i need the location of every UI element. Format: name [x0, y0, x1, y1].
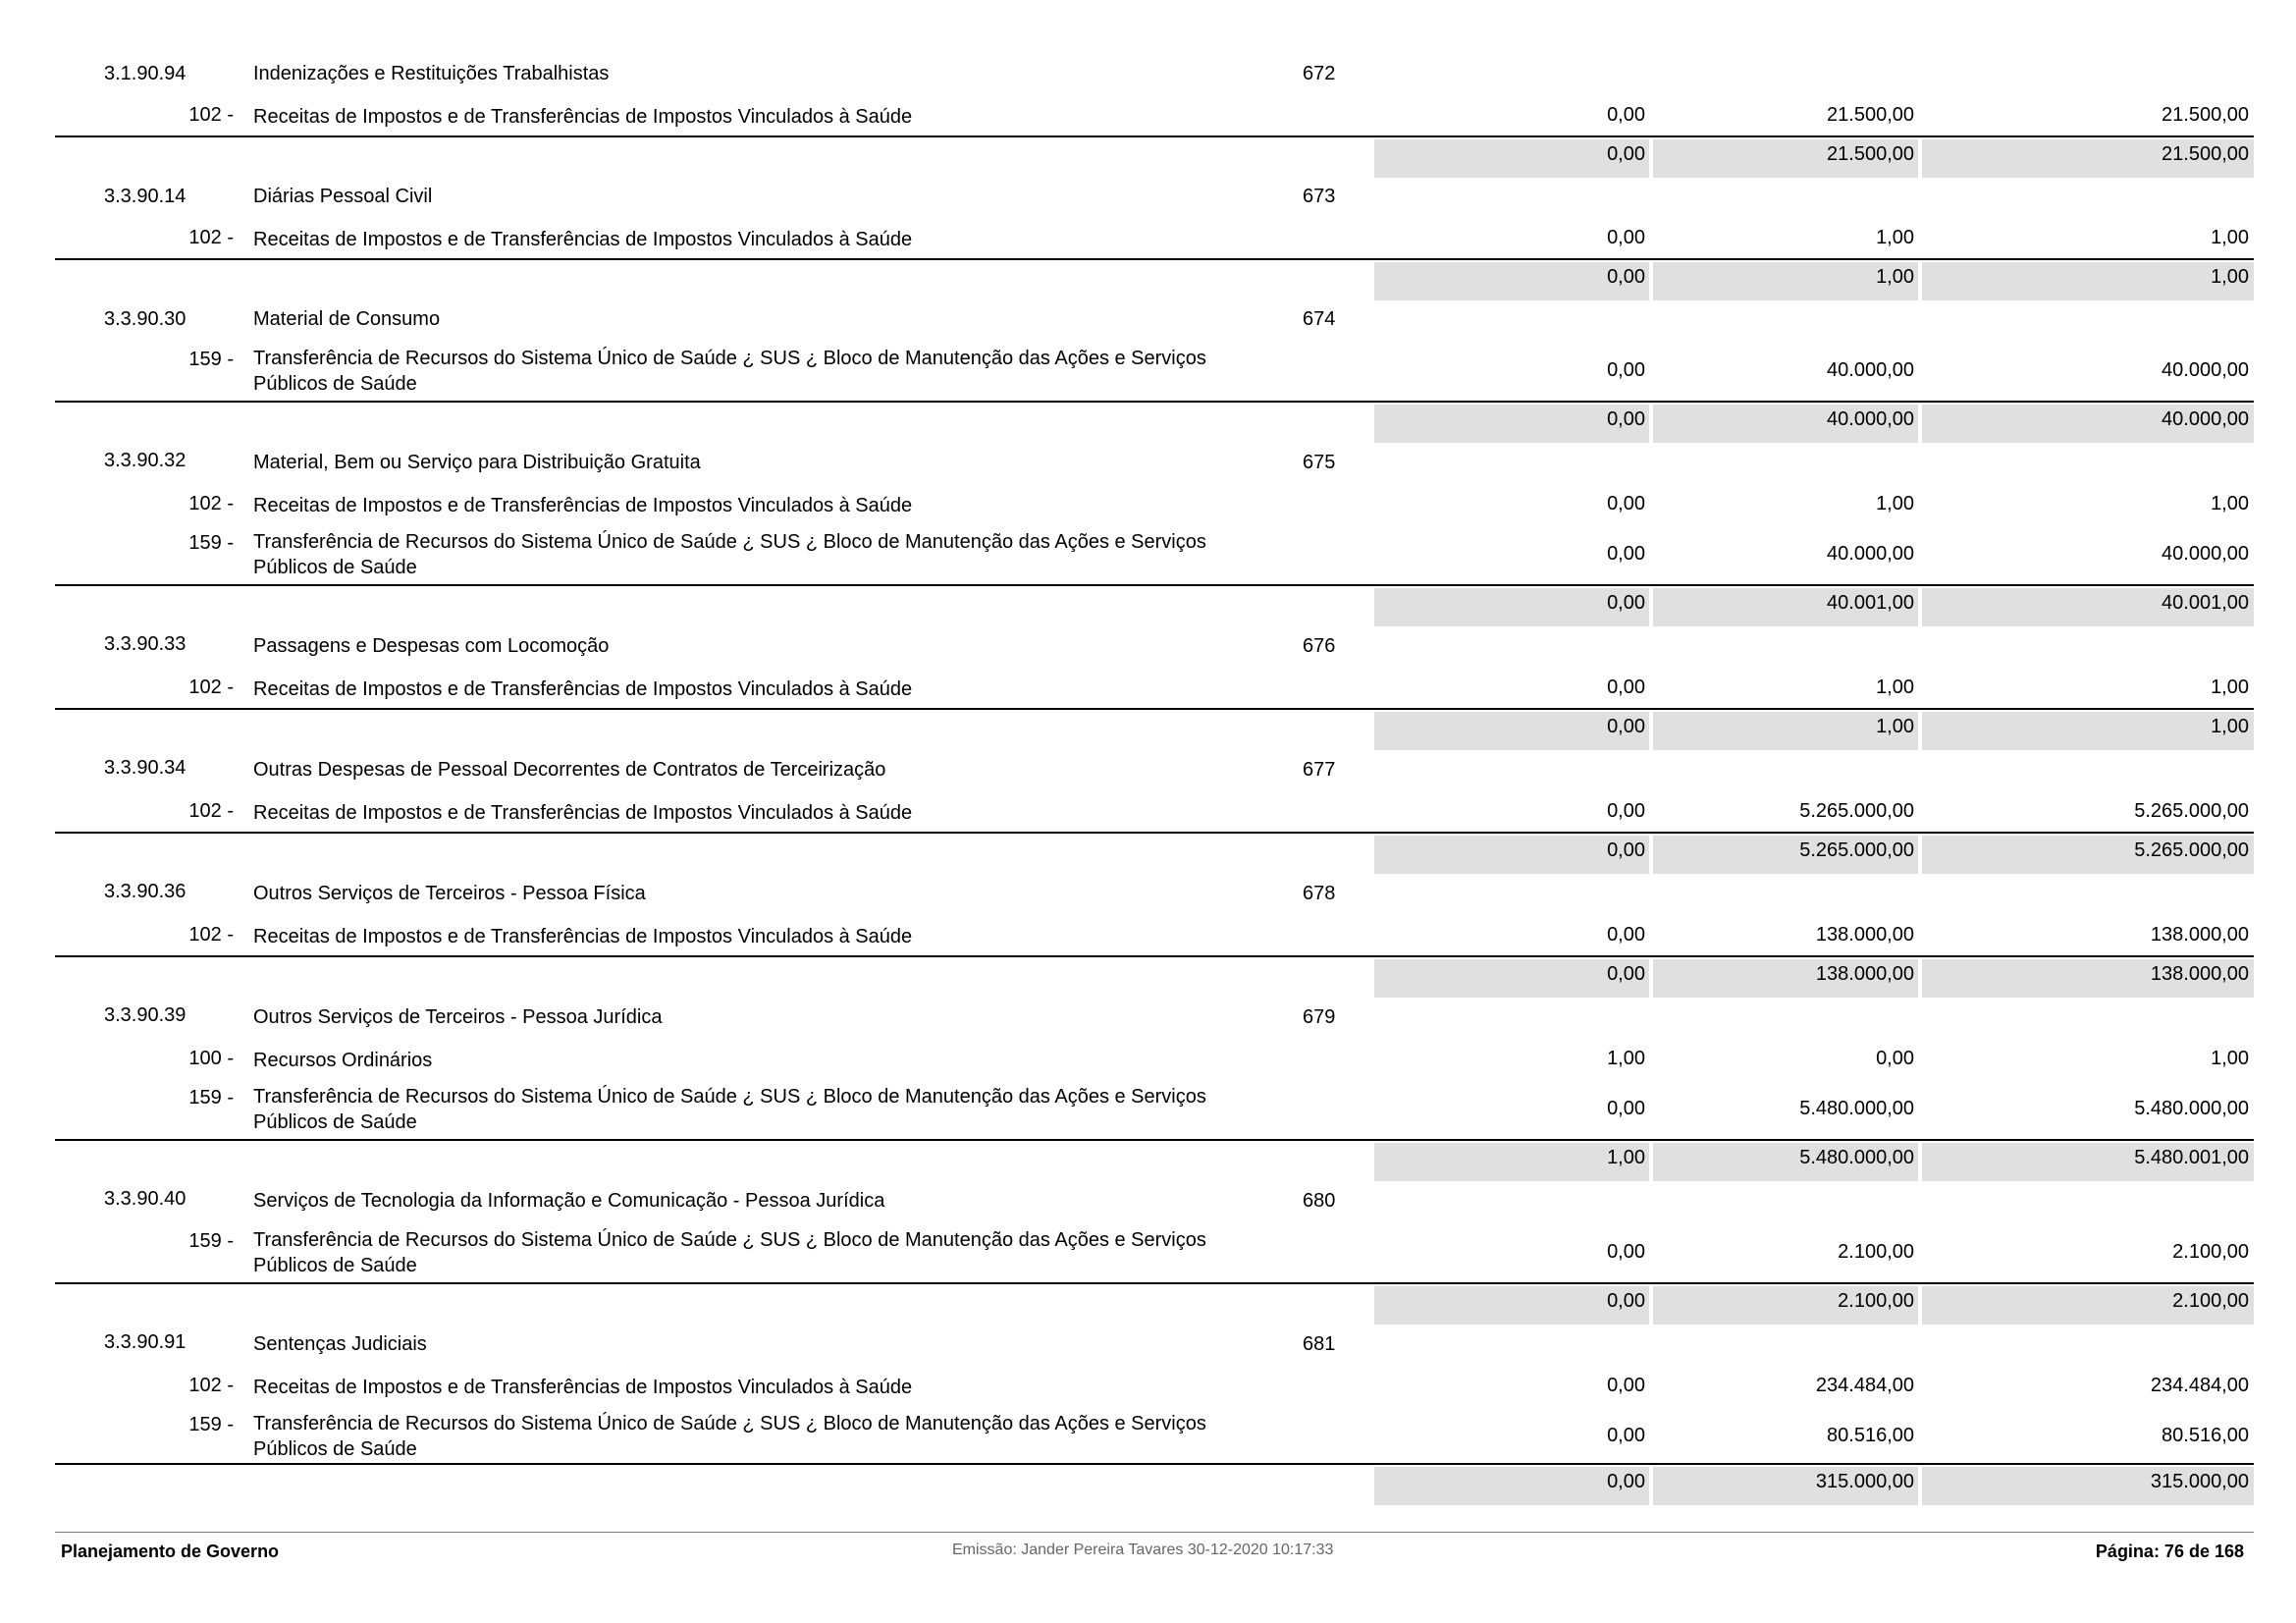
value-col-2: 2.100,00 [1838, 1241, 1914, 1263]
source-code: 159 - [188, 349, 234, 370]
source-description: Transferência de Recursos do Sistema Único de Saúde ¿ SUS ¿ Bloco de Manutenção das Ações e Serviços Públicos de Saúde [253, 1413, 1206, 1460]
value-col-1: 0,00 [1607, 543, 1645, 565]
source-code: 100 - [188, 1048, 234, 1069]
total-col-2: 1,00 [1876, 716, 1914, 737]
value-col-3: 80.516,00 [2162, 1425, 2249, 1446]
group-divider [55, 832, 2254, 834]
source-code: 102 - [188, 1375, 234, 1396]
ficha-number: 679 [1303, 1006, 1336, 1028]
ficha-number: 673 [1303, 186, 1336, 207]
value-col-1: 1,00 [1607, 1048, 1645, 1069]
source-description: Receitas de Impostos e de Transferências de Impostos Vinculados à Saúde [253, 495, 913, 516]
source-description: Receitas de Impostos e de Transferências de Impostos Vinculados à Saúde [253, 926, 913, 947]
value-col-2: 80.516,00 [1827, 1425, 1914, 1446]
group-divider [55, 1463, 2254, 1465]
source-code: 159 - [188, 1230, 234, 1252]
source-code: 102 - [188, 676, 234, 698]
expense-code: 3.3.90.32 [104, 450, 187, 471]
total-col-3: 5.480.001,00 [2134, 1147, 2249, 1168]
total-col-3: 138.000,00 [2150, 963, 2249, 985]
expense-title: Diárias Pessoal Civil [253, 186, 433, 207]
source-description: Recursos Ordinários [253, 1050, 433, 1071]
value-col-1: 0,00 [1607, 493, 1645, 514]
footer-divider [55, 1532, 2254, 1533]
value-col-3: 21.500,00 [2162, 104, 2249, 126]
value-col-3: 5.265.000,00 [2134, 800, 2249, 822]
source-code: 102 - [188, 800, 234, 822]
value-col-1: 0,00 [1607, 676, 1645, 698]
value-col-1: 0,00 [1607, 359, 1645, 381]
expense-title: Passagens e Despesas com Locomoção [253, 635, 610, 657]
source-description: Transferência de Recursos do Sistema Único de Saúde ¿ SUS ¿ Bloco de Manutenção das Ações e Serviços Públicos de Saúde [253, 1229, 1206, 1276]
total-col-1: 0,00 [1607, 266, 1645, 288]
total-col-1: 0,00 [1607, 1290, 1645, 1312]
source-description: Transferência de Recursos do Sistema Único de Saúde ¿ SUS ¿ Bloco de Manutenção das Ações e Serviços Públicos de Saúde [253, 1086, 1206, 1133]
footer-emission: Emissão: Jander Pereira Tavares 30-12-2020 10:17:33 [952, 1542, 1334, 1558]
total-col-3: 1,00 [2211, 266, 2249, 288]
ficha-number: 678 [1303, 883, 1336, 904]
value-col-2: 1,00 [1876, 227, 1914, 248]
total-col-1: 0,00 [1607, 1471, 1645, 1492]
source-code: 159 - [188, 532, 234, 554]
expense-title: Outros Serviços de Terceiros - Pessoa Jurídica [253, 1006, 663, 1028]
total-col-2: 138.000,00 [1815, 963, 1914, 985]
expense-title: Material, Bem ou Serviço para Distribuição Gratuita [253, 452, 701, 473]
total-col-2: 40.001,00 [1827, 592, 1914, 614]
group-divider [55, 708, 2254, 710]
total-col-3: 1,00 [2211, 716, 2249, 737]
total-col-2: 1,00 [1876, 266, 1914, 288]
ficha-number: 680 [1303, 1190, 1336, 1212]
value-col-3: 138.000,00 [2150, 924, 2249, 946]
total-col-1: 1,00 [1607, 1147, 1645, 1168]
page-number: Página: 76 de 168 [2095, 1542, 2244, 1561]
expense-code: 3.3.90.14 [104, 186, 187, 207]
expense-title: Outras Despesas de Pessoal Decorrentes de Contratos de Terceirização [253, 759, 886, 781]
expense-code: 3.1.90.94 [104, 63, 187, 84]
value-col-2: 0,00 [1876, 1048, 1914, 1069]
value-col-1: 0,00 [1607, 104, 1645, 126]
total-col-2: 5.265.000,00 [1799, 839, 1914, 861]
value-col-3: 1,00 [2211, 493, 2249, 514]
source-description: Receitas de Impostos e de Transferências de Impostos Vinculados à Saúde [253, 802, 913, 824]
source-description: Receitas de Impostos e de Transferências de Impostos Vinculados à Saúde [253, 106, 913, 128]
total-col-1: 0,00 [1607, 143, 1645, 165]
value-col-3: 1,00 [2211, 227, 2249, 248]
value-col-3: 1,00 [2211, 1048, 2249, 1069]
source-code: 102 - [188, 493, 234, 514]
source-code: 159 - [188, 1087, 234, 1109]
total-col-1: 0,00 [1607, 716, 1645, 737]
value-col-3: 2.100,00 [2172, 1241, 2249, 1263]
group-divider [55, 1282, 2254, 1284]
total-col-3: 40.001,00 [2162, 592, 2249, 614]
total-col-2: 5.480.000,00 [1799, 1147, 1914, 1168]
value-col-1: 0,00 [1607, 1425, 1645, 1446]
expense-title: Material de Consumo [253, 308, 441, 330]
source-description: Receitas de Impostos e de Transferências de Impostos Vinculados à Saúde [253, 229, 913, 250]
group-divider [55, 955, 2254, 957]
expense-code: 3.3.90.33 [104, 633, 187, 655]
total-col-3: 315.000,00 [2150, 1471, 2249, 1492]
expense-code: 3.3.90.40 [104, 1188, 187, 1210]
total-col-2: 315.000,00 [1815, 1471, 1914, 1492]
value-col-1: 0,00 [1607, 924, 1645, 946]
expense-title: Indenizações e Restituições Trabalhistas [253, 63, 610, 84]
total-col-3: 21.500,00 [2162, 143, 2249, 165]
expense-title: Serviços de Tecnologia da Informação e Comunicação - Pessoa Jurídica [253, 1190, 885, 1212]
ficha-number: 676 [1303, 635, 1336, 657]
expense-code: 3.3.90.39 [104, 1004, 187, 1026]
group-divider [55, 258, 2254, 260]
value-col-2: 21.500,00 [1827, 104, 1914, 126]
value-col-2: 40.000,00 [1827, 543, 1914, 565]
ficha-number: 681 [1303, 1333, 1336, 1355]
value-col-1: 0,00 [1607, 800, 1645, 822]
group-divider [55, 401, 2254, 403]
total-col-2: 40.000,00 [1827, 408, 1914, 430]
total-col-1: 0,00 [1607, 408, 1645, 430]
source-description: Transferência de Recursos do Sistema Único de Saúde ¿ SUS ¿ Bloco de Manutenção das Ações e Serviços Públicos de Saúde [253, 531, 1206, 578]
ficha-number: 674 [1303, 308, 1336, 330]
group-divider [55, 584, 2254, 586]
value-col-3: 40.000,00 [2162, 359, 2249, 381]
source-description: Transferência de Recursos do Sistema Único de Saúde ¿ SUS ¿ Bloco de Manutenção das Ações e Serviços Públicos de Saúde [253, 348, 1206, 395]
total-col-2: 21.500,00 [1827, 143, 1914, 165]
value-col-1: 0,00 [1607, 1375, 1645, 1396]
value-col-1: 0,00 [1607, 1241, 1645, 1263]
value-col-2: 5.265.000,00 [1799, 800, 1914, 822]
value-col-3: 1,00 [2211, 676, 2249, 698]
source-description: Receitas de Impostos e de Transferências de Impostos Vinculados à Saúde [253, 678, 913, 700]
expense-code: 3.3.90.34 [104, 757, 187, 779]
source-code: 102 - [188, 227, 234, 248]
value-col-1: 0,00 [1607, 1098, 1645, 1119]
source-code: 102 - [188, 924, 234, 946]
total-col-1: 0,00 [1607, 963, 1645, 985]
expense-code: 3.3.90.36 [104, 881, 187, 902]
ficha-number: 677 [1303, 759, 1336, 781]
value-col-3: 5.480.000,00 [2134, 1098, 2249, 1119]
total-col-3: 40.000,00 [2162, 408, 2249, 430]
expense-code: 3.3.90.30 [104, 308, 187, 330]
value-col-2: 1,00 [1876, 493, 1914, 514]
source-description: Receitas de Impostos e de Transferências de Impostos Vinculados à Saúde [253, 1377, 913, 1398]
ficha-number: 675 [1303, 452, 1336, 473]
total-col-1: 0,00 [1607, 839, 1645, 861]
expense-title: Sentenças Judiciais [253, 1333, 427, 1355]
group-divider [55, 135, 2254, 137]
footer-department: Planejamento de Governo [61, 1542, 280, 1561]
total-col-3: 2.100,00 [2172, 1290, 2249, 1312]
value-col-3: 40.000,00 [2162, 543, 2249, 565]
value-col-2: 5.480.000,00 [1799, 1098, 1914, 1119]
total-col-2: 2.100,00 [1838, 1290, 1914, 1312]
group-divider [55, 1139, 2254, 1141]
value-col-2: 234.484,00 [1815, 1375, 1914, 1396]
source-code: 159 - [188, 1414, 234, 1435]
value-col-1: 0,00 [1607, 227, 1645, 248]
ficha-number: 672 [1303, 63, 1336, 84]
total-col-3: 5.265.000,00 [2134, 839, 2249, 861]
source-code: 102 - [188, 104, 234, 126]
total-col-1: 0,00 [1607, 592, 1645, 614]
value-col-2: 138.000,00 [1815, 924, 1914, 946]
expense-code: 3.3.90.91 [104, 1331, 187, 1353]
value-col-2: 1,00 [1876, 676, 1914, 698]
value-col-2: 40.000,00 [1827, 359, 1914, 381]
expense-title: Outros Serviços de Terceiros - Pessoa Física [253, 883, 646, 904]
value-col-3: 234.484,00 [2150, 1375, 2249, 1396]
